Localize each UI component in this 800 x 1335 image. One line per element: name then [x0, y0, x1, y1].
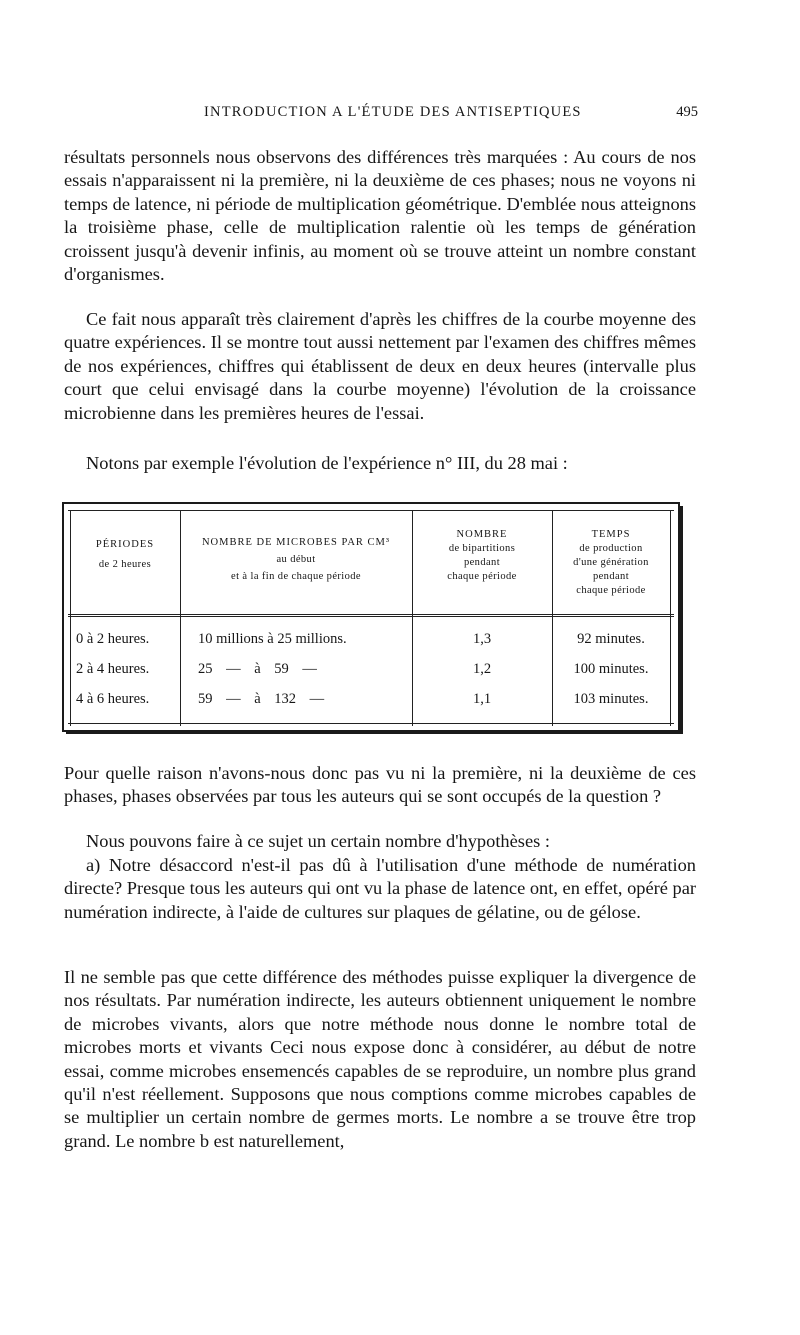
header-text: de bipartitions — [448, 543, 516, 554]
paragraph-example: Notons par exemple l'évolution de l'expérience n° III, du 28 mai : — [86, 453, 568, 473]
table-row-3-bipartitions: 1,1 — [472, 691, 492, 707]
table-right-rule — [670, 510, 671, 726]
header-periodes — [72, 538, 178, 572]
table-row-3-periode: 4 à 6 heures. — [76, 691, 150, 707]
paragraph-hypotheses: Nous pouvons faire à ce sujet un certain nombre d'hypothèses : — [86, 831, 550, 851]
header-text: NOMBRE DE MICROBES PAR CM³ — [201, 537, 391, 548]
page-header — [64, 104, 698, 126]
header-text: de 2 heures — [98, 559, 152, 570]
table-top-rule — [68, 510, 674, 511]
table-shadow-right — [679, 506, 683, 732]
table-shadow-bottom — [66, 730, 683, 734]
table-row-2-bipartitions: 1,2 — [472, 661, 492, 677]
header-text: et à la fin de chaque période — [231, 571, 361, 582]
table-row-1-periode: 0 à 2 heures. — [76, 631, 150, 647]
table-row-2-periode: 2 à 4 heures. — [76, 661, 150, 677]
header-bipartitions — [414, 528, 550, 584]
paragraph-results: résultats personnels nous observons des différences très marquées : Au cours de nos essais n'apparaissent ni la première, ni la deuxième de ces phases; nous ne voyons ni temps de latence, ni période de multiplication géométrique. D'emblée nous atteignons la troisième phase, celle de multiplication ralentie où les temps de génération croissent jusqu'à devenir infinis, au moment où se trouve atteint un nombre constant d'organismes. — [64, 147, 696, 285]
header-microbes — [182, 536, 410, 584]
paragraph-methods: Il ne semble pas que cette différence des méthodes puisse expliquer la divergence de nos résultats. Par numération indirecte, les auteurs obtiennent uniquement le nombre de microbes vivants, alors que notre méthode nous donne le nombre total de microbes morts et vivants Ceci nous expose donc à considérer, au début de notre essai, comme microbes ensemencés capables de se reproduire, un nombre plus grand qu'il n'est réellement. Supposons que nous comptions comme microbes capables de se multiplier un certain nombre de germes morts. Le nombre a se trouve être trop grand. Le nombre b est naturellement, — [64, 967, 696, 1151]
header-rule — [68, 614, 674, 615]
header-rule-double — [68, 616, 674, 617]
column-divider — [180, 510, 181, 726]
header-text: TEMPS — [591, 529, 631, 540]
table-row-1-bipartitions: 1,3 — [472, 631, 492, 647]
header-temps — [554, 528, 668, 598]
header-text: d'une génération — [573, 557, 649, 568]
paragraph-question: Pour quelle raison n'avons-nous donc pas vu ni la première, ni la deuxième de ces phases, phases observées par tous les auteurs qui se sont occupés de la question ? — [64, 763, 696, 807]
header-text: NOMBRE — [456, 529, 508, 540]
table-left-rule — [70, 510, 71, 726]
column-divider — [552, 510, 553, 726]
table-row-2-temps: 100 minutes. — [573, 661, 649, 677]
header-text: chaque période — [576, 585, 646, 596]
table-row-1-temps: 92 minutes. — [577, 631, 645, 647]
table-row-2-microbes: 25 — à 59 — — [198, 661, 317, 677]
table-row-1-microbes: 10 millions à 25 millions. — [198, 631, 347, 647]
table-bottom-rule — [68, 723, 674, 724]
header-text: chaque période — [447, 571, 517, 582]
running-title: INTRODUCTION A L'ÉTUDE DES ANTISEPTIQUES — [204, 104, 582, 120]
paragraph-curve: Ce fait nous apparaît très clairement d'après les chiffres de la courbe moyenne des quatre expériences. Il se montre tout aussi nettement par l'examen des chiffres mêmes de nos expériences, chiffres qui établissent de deux en deux heures (intervalle plus court que celui envisagé dans la courbe moyenne) l'évolution de la croissance microbienne dans les premières heures de l'essai. — [64, 309, 696, 423]
page-number: 495 — [676, 104, 698, 120]
header-text: PÉRIODES — [95, 539, 155, 550]
paragraph-hypothesis-a: a) Notre désaccord n'est-il pas dû à l'utilisation d'une méthode de numération directe? Presque tous les auteurs qui ont vu la phase de latence ont, en effet, opéré par numération indirecte, à l'aide de cultures sur plaques de gélatine, ou de gélose. — [64, 855, 696, 922]
table-row-3-temps: 103 minutes. — [573, 691, 649, 707]
header-text: au début — [276, 554, 316, 565]
column-divider — [412, 510, 413, 726]
header-text: de production — [579, 543, 643, 554]
table-row-3-microbes: 59 — à 132 — — [198, 691, 325, 707]
header-text: pendant — [592, 571, 630, 582]
experiment-table — [62, 502, 682, 734]
header-text: pendant — [463, 557, 501, 568]
